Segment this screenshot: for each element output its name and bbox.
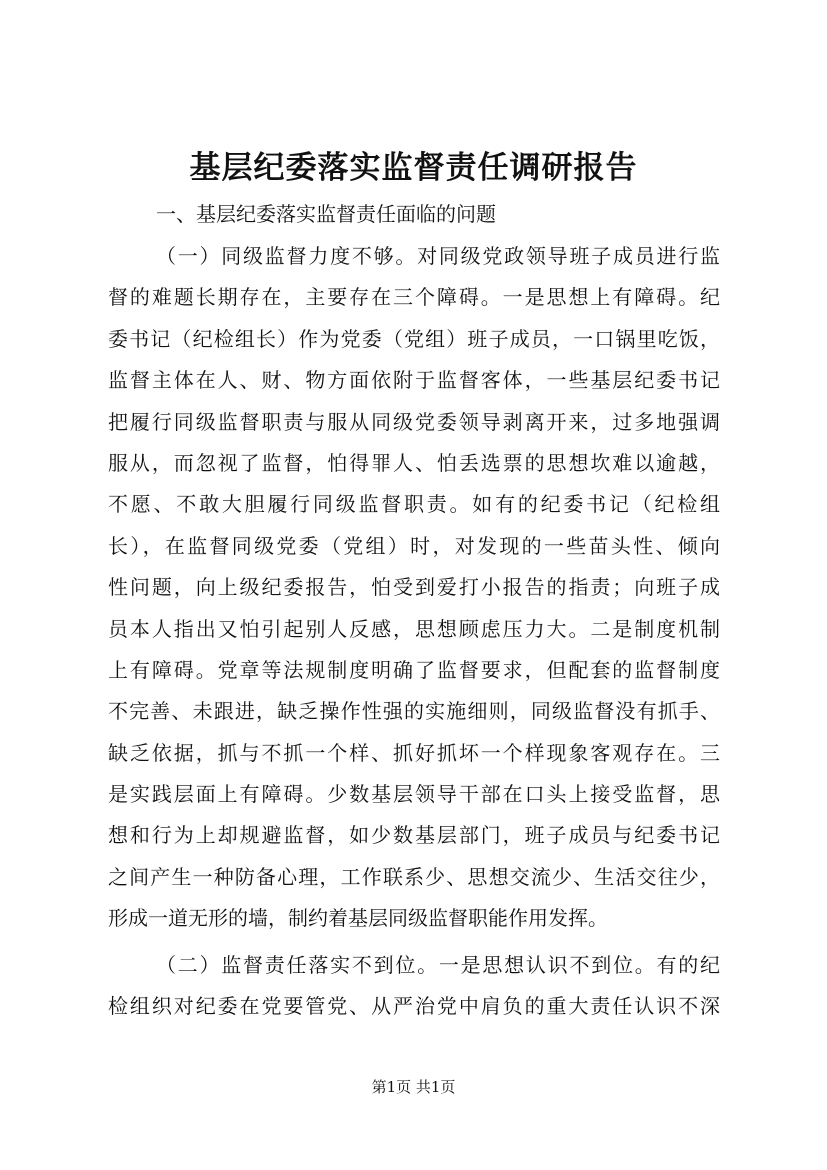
paragraph-line: （二）监督责任落实不到位。一是思想认识不到位。有的纪 [156, 953, 720, 977]
paragraph-line: 是实践层面上有障碍。少数基层领导干部在口头上接受监督，思 [108, 782, 720, 807]
paragraph-line: （一）同级监督力度不够。对同级党政领导班子成员进行监 [156, 244, 720, 268]
paragraph-line: 把履行同级监督职责与服从同级党委领导剥离开来，过多地强调 [108, 409, 720, 434]
document-title: 基层纪委落实监督责任调研报告 [189, 150, 638, 186]
paragraph-line: 委书记（纪检组长）作为党委（党组）班子成员，一口锅里吃饭， [108, 326, 720, 351]
paragraph-line: 缺乏依据，抓与不抓一个样、抓好抓坏一个样现象客观存在。三 [108, 740, 720, 765]
paragraph-line: 长），在监督同级党委（党组）时，对发现的一些苗头性、倾向 [108, 533, 720, 558]
paragraph-line: 不愿、不敢大胆履行同级监督职责。如有的纪委书记（纪检组 [108, 492, 720, 517]
paragraph-line: 督的难题长期存在，主要存在三个障碍。一是思想上有障碍。纪 [108, 285, 720, 310]
paragraph-line: 服从，而忽视了监督，怕得罪人、怕丢选票的思想坎难以逾越， [108, 450, 720, 475]
paragraph-line: 员本人指出又怕引起别人反感，思想顾虑压力大。二是制度机制 [108, 616, 720, 641]
paragraph-line: 监督主体在人、财、物方面依附于监督客体，一些基层纪委书记 [108, 368, 720, 393]
section-heading: 一、基层纪委落实监督责任面临的问题 [156, 202, 496, 226]
paragraph-line: 上有障碍。党章等法规制度明确了监督要求，但配套的监督制度 [108, 657, 720, 682]
paragraph-line: 性问题，向上级纪委报告，怕受到爱打小报告的指责；向班子成 [108, 575, 720, 600]
paragraph-line: 不完善、未跟进，缺乏操作性强的实施细则，同级监督没有抓手、 [108, 699, 720, 724]
paragraph-2 [108, 945, 720, 1028]
paragraph-line: 形成一道无形的墙，制约着基层同级监督职能作用发挥。 [108, 906, 608, 931]
paragraph-line: 之间产生一种防备心理，工作联系少、思想交流少、生活交往少， [108, 864, 720, 889]
paragraph-1 [108, 236, 720, 940]
paragraph-line: 想和行为上却规避监督，如少数基层部门，班子成员与纪委书记 [108, 823, 720, 848]
page-footer: 第1页 共1页 [371, 1078, 456, 1096]
paragraph-line: 检组织对纪委在党要管党、从严治党中肩负的重大责任认识不深 [108, 994, 720, 1019]
